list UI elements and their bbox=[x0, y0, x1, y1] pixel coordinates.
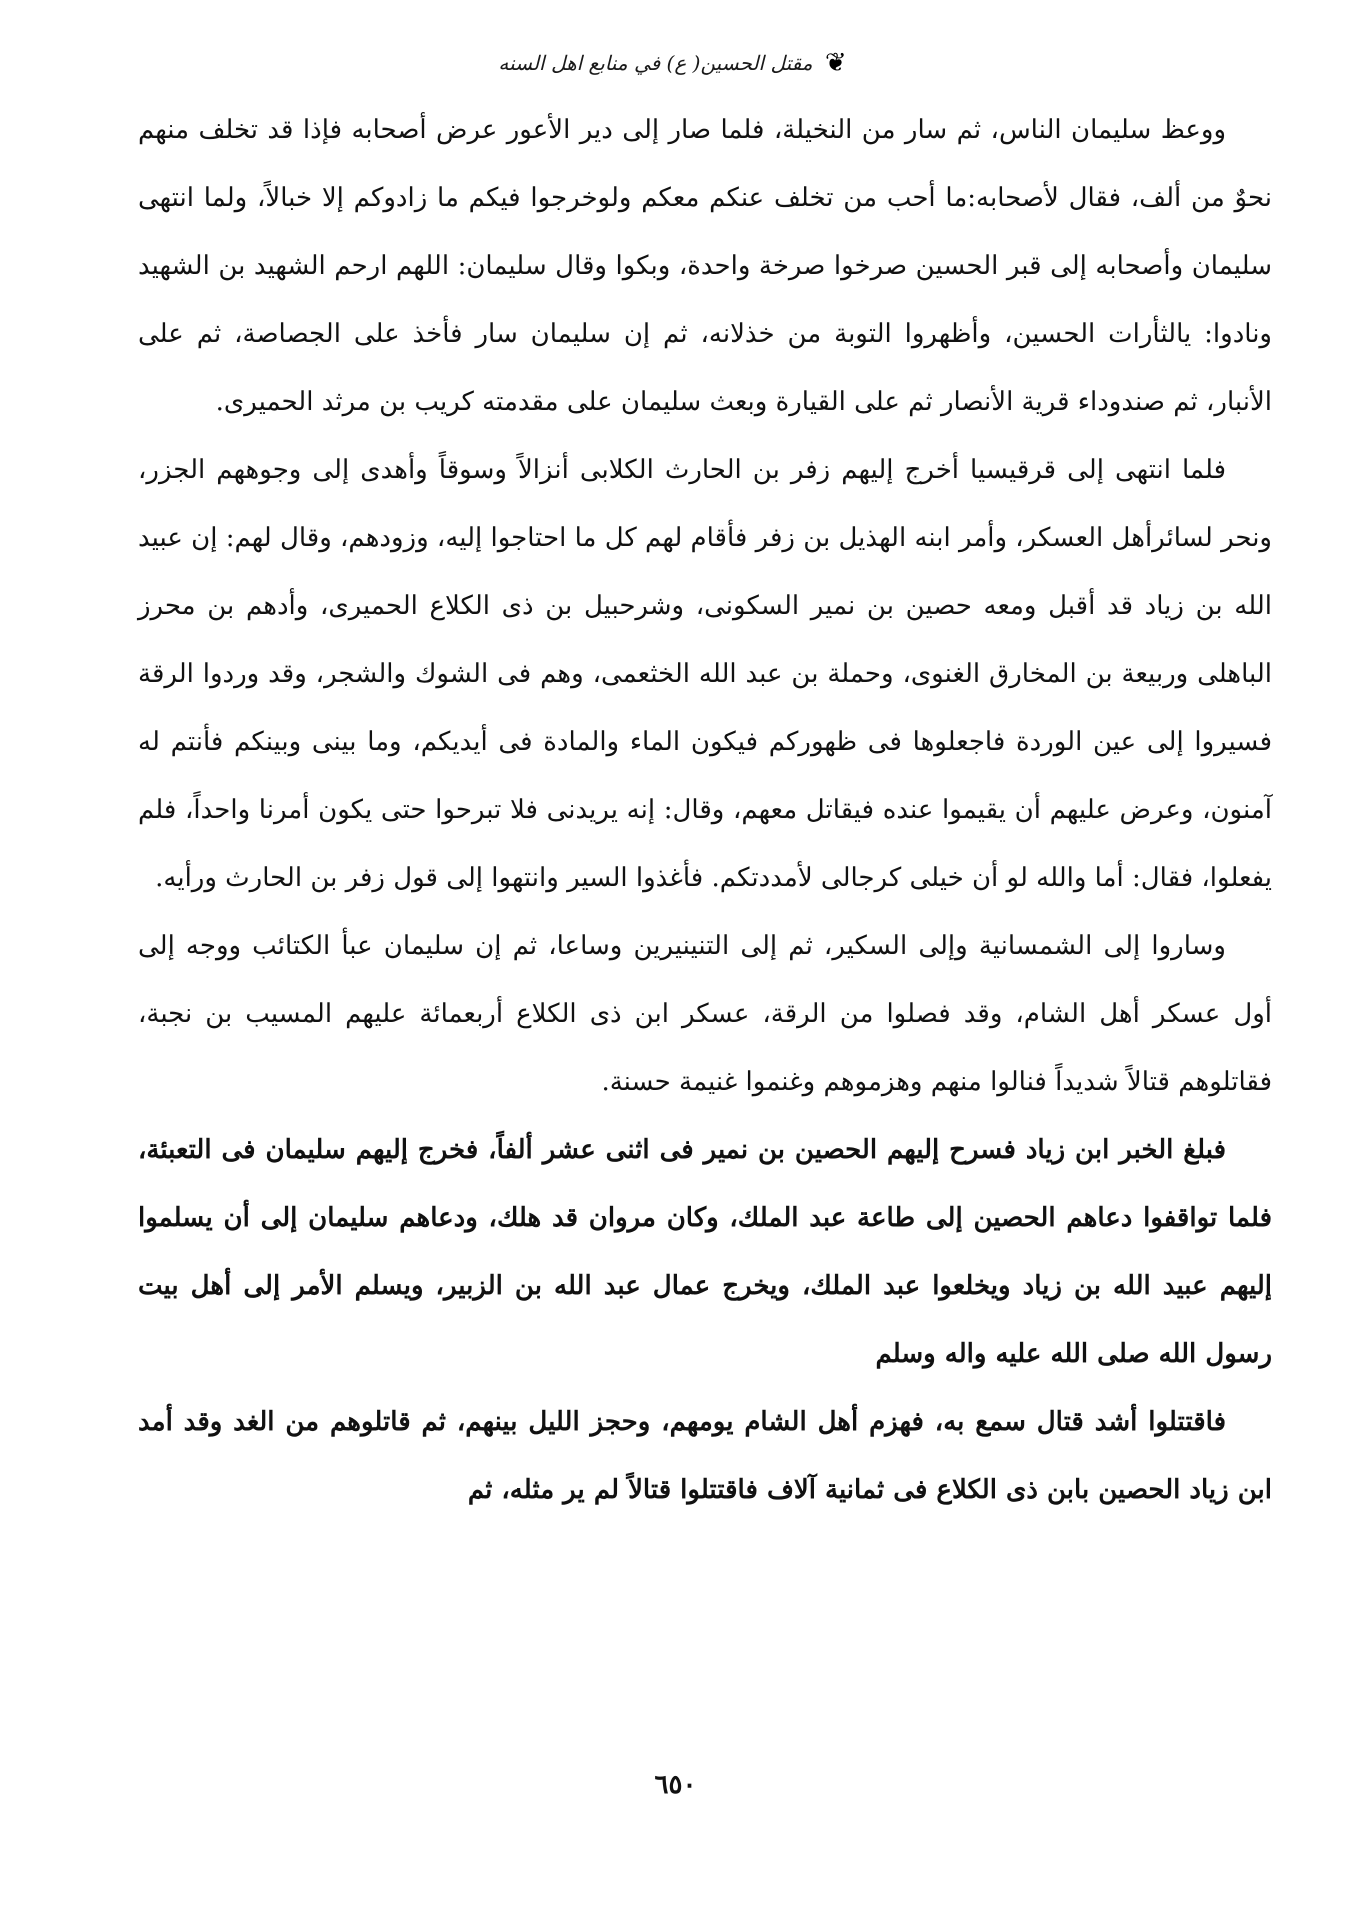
page-number: ٦٥٠ bbox=[654, 1770, 697, 1800]
book-ornament-icon: ❦ bbox=[824, 48, 847, 78]
paragraph-3: وساروا إلى الشمسانية وإلى السكير، ثم إلى التنينيرين وساعا، ثم إن سليمان عبأ الكتائب ووجه إلى أول عسكر أهل الشام، وقد فصلوا من الرقة، عسكر ابن ذى الكلاع أربعمائة عليهم المسيب بن نجبة، فقاتلوهم قتالاً شديداً فنالوا منهم وهزموهم وغنموا غنيمة حسنة. bbox=[138, 931, 1272, 1097]
paragraph-2: فلما انتهى إلى قرقيسيا أخرج إليهم زفر بن الحارث الكلابى أنزالاً وسوقاً وأهدى إلى وجوههم الجزر، ونحر لسائرأهل العسكر، وأمر ابنه الهذيل بن زفر فأقام لهم كل ما احتاجوا إليه، وزودهم، وقال لهم: إن عبيد الله بن زياد قد أقبل ومعه حصين بن نمير السكونى، وشرحبيل بن ذى الكلاع الحميرى، وأدهم بن محرز الباهلى وربيعة بن المخارق الغنوى، وحملة بن عبد الله الخثعمى، وهم فى الشوك والشجر، وقد وردوا الرقة فسيروا إلى عين الوردة فاجعلوها فى ظهوركم فيكون الماء والمادة فى أيديكم، وما بينى وبينكم فأنتم له آمنون، وعرض عليهم أن يقيموا عنده فيقاتل معهم، وقال: إنه يريدنى فلا تبرحوا حتى يكون أمرنا واحداً، فلم يفعلوا، فقال: أما والله لو أن خيلى كرجالى لأمددتكم. فأغذوا السير وانتهوا إلى قول زفر بن الحارث ورأيه. bbox=[138, 455, 1272, 893]
paragraph-5: فاقتتلوا أشد قتال سمع به، فهزم أهل الشام يومهم، وحجز الليل بينهم، ثم قاتلوهم من الغد وقد أمد ابن زياد الحصين بابن ذى الكلاع فى ثمانية آلاف فاقتتلوا قتالاً لم ير مثله، ثم bbox=[138, 1407, 1272, 1505]
running-header-title: مقتل الحسين( ع) في منابع اهل السنه bbox=[498, 51, 813, 75]
text-body bbox=[138, 96, 1272, 1524]
running-header bbox=[0, 48, 1351, 78]
paragraph-4: فبلغ الخبر ابن زياد فسرح إليهم الحصين بن نمير فى اثنى عشر ألفاً، فخرج إليهم سليمان فى التعبئة، فلما تواقفوا دعاهم الحصين إلى طاعة عبد الملك، وكان مروان قد هلك، ودعاهم سليمان إلى أن يسلموا إليهم عبيد الله بن زياد ويخلعوا عبد الملك، ويخرج عمال عبد الله بن الزبير، ويسلم الأمر إلى أهل بيت رسول الله صلى الله عليه واله وسلم bbox=[138, 1135, 1272, 1369]
paragraph-1: ووعظ سليمان الناس، ثم سار من النخيلة، فلما صار إلى دير الأعور عرض أصحابه فإذا قد تخلف منهم نحوٌ من ألف، فقال لأصحابه:ما أحب من تخلف عنكم معكم ولوخرجوا فيكم ما زادوكم إلا خبالاً، ولما انتهى سليمان وأصحابه إلى قبر الحسين صرخوا صرخة واحدة، وبكوا وقال سليمان: اللهم ارحم الشهيد بن الشهيد ونادوا: يالثأرات الحسين، وأظهروا التوبة من خذلانه، ثم إن سليمان سار فأخذ على الجصاصة، ثم على الأنبار، ثم صندوداء قرية الأنصار ثم على القيارة وبعث سليمان على مقدمته كريب بن مرثد الحميرى. bbox=[138, 115, 1272, 417]
